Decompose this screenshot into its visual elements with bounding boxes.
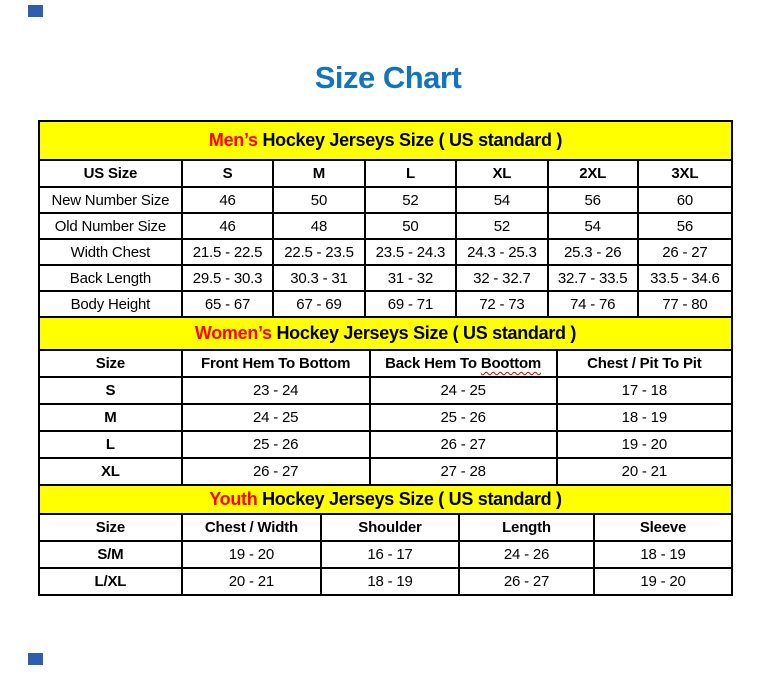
size-value: 32 - 32.7 bbox=[456, 265, 547, 291]
column-header: Size bbox=[39, 514, 182, 541]
table-row bbox=[39, 187, 732, 213]
table-row bbox=[39, 377, 732, 404]
size-value: 50 bbox=[273, 187, 364, 213]
size-tables-container bbox=[38, 120, 733, 596]
size-value: 20 - 21 bbox=[557, 458, 732, 485]
size-value: 21.5 - 22.5 bbox=[182, 239, 273, 265]
mens-band-text: Hockey Jerseys Size ( US standard ) bbox=[257, 130, 563, 150]
column-header: 2XL bbox=[548, 160, 638, 187]
size-value: 23.5 - 24.3 bbox=[365, 239, 456, 265]
womens-size-table bbox=[38, 316, 733, 486]
size-value: 54 bbox=[548, 213, 638, 239]
table-row bbox=[39, 431, 732, 458]
size-value: 77 - 80 bbox=[638, 291, 732, 317]
page-title: Size Chart bbox=[314, 60, 462, 95]
size-value: 25 - 26 bbox=[370, 404, 557, 431]
size-value: 46 bbox=[182, 187, 273, 213]
blue-marker-icon bbox=[28, 653, 43, 665]
row-label: M bbox=[39, 404, 182, 431]
size-value: 18 - 19 bbox=[321, 568, 459, 595]
size-value: 52 bbox=[365, 187, 456, 213]
size-value: 19 - 20 bbox=[557, 431, 732, 458]
column-header: Chest / Width bbox=[182, 514, 321, 541]
column-header: Shoulder bbox=[321, 514, 459, 541]
blue-marker-icon bbox=[28, 5, 43, 17]
youth-size-table bbox=[38, 484, 733, 596]
size-value: 56 bbox=[638, 213, 732, 239]
size-value: 69 - 71 bbox=[365, 291, 456, 317]
youth-band-text: Hockey Jerseys Size ( US standard ) bbox=[257, 489, 562, 509]
column-header: XL bbox=[456, 160, 547, 187]
size-value: 19 - 20 bbox=[182, 541, 321, 568]
row-label: L/XL bbox=[39, 568, 182, 595]
table-row bbox=[39, 265, 732, 291]
column-header: Size bbox=[39, 350, 182, 377]
column-header: Front Hem To Bottom bbox=[182, 350, 370, 377]
size-value: 46 bbox=[182, 213, 273, 239]
table-row bbox=[39, 239, 732, 265]
youth-band bbox=[39, 485, 732, 514]
size-value: 33.5 - 34.6 bbox=[638, 265, 732, 291]
womens-band-highlight: Women’s bbox=[194, 323, 272, 343]
size-value: 54 bbox=[456, 187, 547, 213]
size-value: 24 - 25 bbox=[182, 404, 370, 431]
table-row bbox=[39, 291, 732, 317]
row-label: Back Length bbox=[39, 265, 182, 291]
row-label: Width Chest bbox=[39, 239, 182, 265]
size-value: 29.5 - 30.3 bbox=[182, 265, 273, 291]
size-value: 19 - 20 bbox=[594, 568, 732, 595]
column-header: L bbox=[365, 160, 456, 187]
table-row bbox=[39, 213, 732, 239]
row-label: S bbox=[39, 377, 182, 404]
size-value: 30.3 - 31 bbox=[273, 265, 364, 291]
size-value: 26 - 27 bbox=[370, 431, 557, 458]
table-row bbox=[39, 458, 732, 485]
size-value: 24 - 25 bbox=[370, 377, 557, 404]
size-value: 48 bbox=[273, 213, 364, 239]
size-value: 20 - 21 bbox=[182, 568, 321, 595]
size-value: 52 bbox=[456, 213, 547, 239]
size-value: 25 - 26 bbox=[182, 431, 370, 458]
mens-header-row bbox=[39, 160, 732, 187]
youth-band-title bbox=[39, 485, 732, 514]
womens-band bbox=[39, 317, 732, 350]
womens-band-text: Hockey Jerseys Size ( US standard ) bbox=[271, 323, 577, 343]
column-header-text: Back Hem To bbox=[385, 355, 481, 372]
size-value: 18 - 19 bbox=[594, 541, 732, 568]
size-value: 56 bbox=[548, 187, 638, 213]
misspelled-word: Boottom bbox=[480, 355, 542, 372]
size-value: 22.5 - 23.5 bbox=[273, 239, 364, 265]
size-value: 17 - 18 bbox=[557, 377, 732, 404]
size-value: 25.3 - 26 bbox=[548, 239, 638, 265]
size-value: 50 bbox=[365, 213, 456, 239]
row-label: New Number Size bbox=[39, 187, 182, 213]
column-header: US Size bbox=[39, 160, 182, 187]
size-value: 72 - 73 bbox=[456, 291, 547, 317]
size-value: 24.3 - 25.3 bbox=[456, 239, 547, 265]
row-label: XL bbox=[39, 458, 182, 485]
row-label: Body Height bbox=[39, 291, 182, 317]
column-header: M bbox=[273, 160, 364, 187]
size-value: 16 - 17 bbox=[321, 541, 459, 568]
column-header bbox=[370, 350, 557, 377]
mens-band-highlight: Men’s bbox=[208, 130, 258, 150]
womens-header-row bbox=[39, 350, 732, 377]
size-value: 65 - 67 bbox=[182, 291, 273, 317]
column-header: Chest / Pit To Pit bbox=[557, 350, 732, 377]
column-header: Sleeve bbox=[594, 514, 732, 541]
size-value: 26 - 27 bbox=[182, 458, 370, 485]
column-header: Length bbox=[459, 514, 594, 541]
size-value: 26 - 27 bbox=[638, 239, 732, 265]
table-row bbox=[39, 568, 732, 595]
table-row bbox=[39, 541, 732, 568]
size-value: 67 - 69 bbox=[273, 291, 364, 317]
size-value: 74 - 76 bbox=[548, 291, 638, 317]
size-value: 23 - 24 bbox=[182, 377, 370, 404]
size-value: 26 - 27 bbox=[459, 568, 594, 595]
size-value: 32.7 - 33.5 bbox=[548, 265, 638, 291]
size-value: 24 - 26 bbox=[459, 541, 594, 568]
womens-band-title bbox=[39, 317, 732, 350]
mens-band-title bbox=[39, 121, 732, 160]
column-header: 3XL bbox=[638, 160, 732, 187]
mens-band bbox=[39, 121, 732, 160]
row-label: S/M bbox=[39, 541, 182, 568]
size-value: 27 - 28 bbox=[370, 458, 557, 485]
youth-header-row bbox=[39, 514, 732, 541]
youth-band-highlight: Youth bbox=[209, 489, 258, 509]
size-value: 60 bbox=[638, 187, 732, 213]
table-row bbox=[39, 404, 732, 431]
row-label: L bbox=[39, 431, 182, 458]
size-value: 31 - 32 bbox=[365, 265, 456, 291]
mens-size-table bbox=[38, 120, 733, 318]
column-header: S bbox=[182, 160, 273, 187]
row-label: Old Number Size bbox=[39, 213, 182, 239]
size-value: 18 - 19 bbox=[557, 404, 732, 431]
